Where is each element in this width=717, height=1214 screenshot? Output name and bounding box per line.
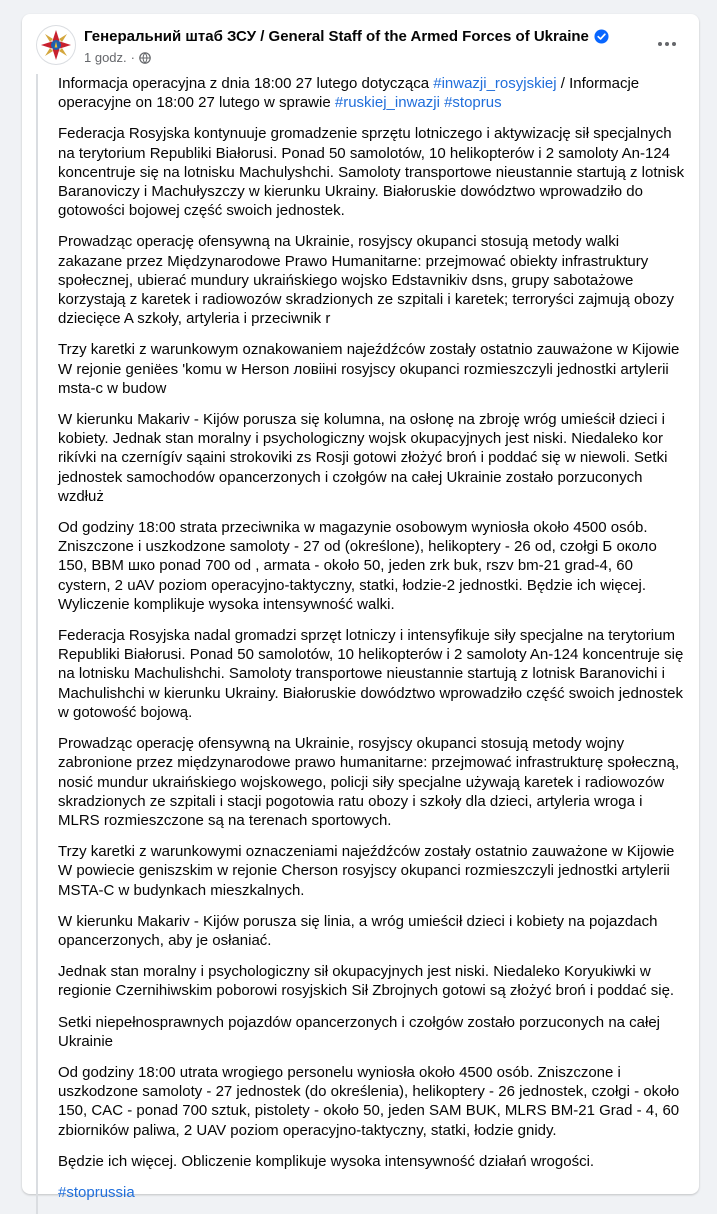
post-timestamp[interactable]: 1 godz.	[84, 50, 127, 65]
post-paragraph: Prowadząc operację ofensywną na Ukrainie, rosyjscy okupanci stosują metody walki zakazane przez Międzynarodowe Prawo Humanitarne: przejmować obiekty infrastruktury społecznej, ubierać mundury ukraińskiego wojsko Edstavnikiv dsns, grupy sabotażowe korzystają z karetek i radiowozów skradzionych ze szpitali i karetek; terroryści zajmują obozy dziecięce A szkoły, artyleria i przeciwnik r	[58, 233, 675, 328]
author-name-text[interactable]: Генеральний штаб ЗСУ / General Staff of the Armed Forces of Ukraine	[84, 28, 589, 45]
post-paragraph: W kierunku Makariv - Kijów porusza się kolumna, na osłonę na zbroję wróg umieścił dzieci i kobiety. Jednak stan moralny i psychologiczny wojsk okupacyjnych jest niski. Niedaleko kor rikívki na czernígív sąaini strokoviki zs Rosji gotowi złożyć broń i poddać się w niewoli. Setki jednostek samochodów opancerzonych i czołgów na całej Ukrainie zostało porzuconych wzdłuż	[58, 411, 668, 505]
post-body	[36, 74, 685, 1214]
post-paragraph: Prowadząc operację ofensywną na Ukrainie, rosyjscy okupanci stosują metody wojny zabronione przez międzynarodowe prawo humanitarne: przejmować infrastrukturę społeczną, nosić mundur ukraińskiego wojskowego, policji siły specjalne używają karetek i radiowozów skradzionych ze szpitali i stacji pogotowia ratu obozy i szkoły dla dzieci, artyleria wroga i MLRS rozmieszczone są na terenach sportowych.	[58, 735, 680, 829]
post-paragraph: Federacja Rosyjska nadal gromadzi sprzęt lotniczy i intensyfikuje siły specjalne na terytorium Republiki Białorusi. Ponad 50 samolotów, 10 helikopterów i 2 samoloty An-124 koncentruje się na lotnisku Machulishchi. Samoloty transportowe nieustannie startują z lotnisk Baranovichi i Machulishchi w kierunku Ukrainy. Białoruskie dowództwo wprowadziło część swoich jednostek w gotowość bojową.	[58, 627, 684, 721]
page-avatar[interactable]	[36, 25, 76, 65]
intro-text: / Informacje operacyjne on 18:00 27 lutego w sprawie	[58, 75, 640, 112]
post-paragraph: Trzy karetki z warunkowym oznakowaniem najeźdźców zostały ostatnio zauważone w Kijowie W rejonie geniёes 'komu w Herson ловiiні rosyjscy okupanci rozmieszczyli jednostki artylerii msta-c w budow	[58, 341, 680, 397]
hashtag-link[interactable]: #inwazji_rosyjskiej	[433, 75, 557, 92]
intro-text: Informacja operacyjna z dnia 18:00 27 lutego dotycząca	[58, 75, 434, 92]
more-dot-icon	[665, 42, 669, 46]
post-paragraph: W kierunku Makariv - Kijów porusza się linia, a wróg umieścił dzieci i kobiety na pojazdach opancerzonych, aby je osłaniać.	[58, 912, 658, 949]
hashtag-link[interactable]: #stoprus	[444, 94, 502, 112]
post-paragraph: Setki niepełnosprawnych pojazdów opancerzonych i czołgów zostało porzuconych na całej Ukrainie	[58, 1013, 661, 1050]
meta-separator: ·	[130, 50, 135, 65]
post-paragraph: Od godziny 18:00 strata przeciwnika w magazynie osobowym wyniosła około 4500 osób. Zniszczone i uszkodzone samoloty - 27 od (określone), helikoptery - 26 od, czołgi Б около 150, BBM шко ponad 700 od , armata - około 50, jeden zrk buk, rszv bm-21 grad-4, 60 cystern, 2 uAV poziom operacyjno-taktyczny, statki, łodzie-2 jednostki. Będzie ich więcej. Wyliczenie komplikuje wysoka intensywność walki.	[58, 519, 657, 613]
more-dot-icon	[672, 42, 676, 46]
post-meta	[84, 50, 151, 65]
hashtag-link[interactable]: #ruskiej_inwazji	[334, 94, 440, 112]
post-intro	[58, 74, 685, 112]
post-paragraph: Federacja Rosyjska kontynuuje gromadzenie sprzętu lotniczego i aktywizację sił specjalnych na terytorium Republiki Białorusi. Ponad 50 samolotów, 10 helikopterów i 2 samoloty An-124 koncentruje się na lotnisku Machulyshchi. Samoloty transportowe nieustannie startują z lotnisk Baranoviczy i Machułyszczy w kierunku Ukrainy. Białoruskie dowództwo wprowadziło do gotowości bojowej część swoich jednostek.	[58, 125, 685, 220]
author-name[interactable]	[84, 28, 609, 45]
hashtag-link[interactable]: #stoprussia	[58, 1183, 135, 1201]
post-paragraph: Jednak stan moralny i psychologiczny sił okupacyjnych jest niski. Niedaleko Koryukiwki w regionie Czernihiwskim poborowi rosyjskich Sił Zbrojnych gotowi są złożyć broń i poddać się.	[58, 963, 675, 1000]
post-final-hashtag	[58, 1183, 685, 1202]
post-header	[22, 14, 699, 74]
post-paragraph: Będzie ich więcej. Obliczenie komplikuje wysoka intensywność działań wrogości.	[58, 1152, 595, 1170]
verified-badge-icon	[594, 29, 609, 44]
post-paragraph: Trzy karetki z warunkowymi oznaczeniami najeźdźców zostały ostatnio zauważone w Kijowie W powiecie geniszskim w rejonie Cherson rosyjscy okupanci rozmieszczyli jednostki artylerii MSTA-C w budynkach mieszkalnych.	[58, 843, 675, 899]
general-staff-emblem-icon	[36, 25, 76, 65]
post-paragraph: Od godziny 18:00 utrata wrogiego personelu wyniosła około 4500 osób. Zniszczone i uszkodzone samoloty - 27 jednostek (do określenia), helikoptery - 26 jednostek, czołgi - około 150, CAC - ponad 700 sztuk, pistolety - około 50, jeden SAM BUK, MLRS BM-21 Grad - 4, 60 zbiorników paliwa, 2 UAV poziom operacyjno-taktyczny, statki, łodzie gnidy.	[58, 1063, 680, 1139]
post-card	[22, 14, 699, 1201]
more-dot-icon	[658, 42, 662, 46]
more-options-button[interactable]	[649, 32, 685, 56]
public-audience-globe-icon[interactable]	[139, 52, 151, 64]
